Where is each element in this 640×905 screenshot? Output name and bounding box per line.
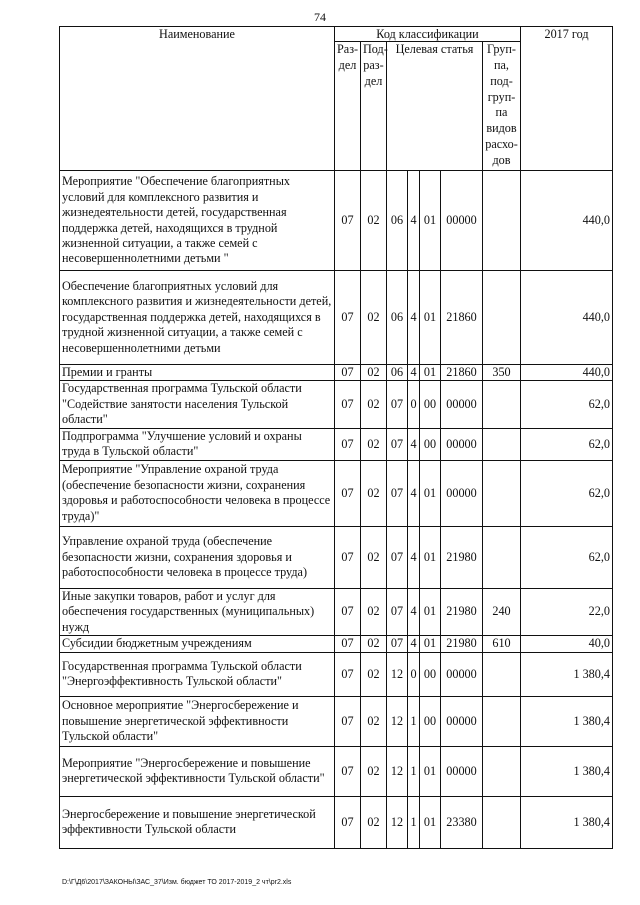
table-row (60, 652, 613, 696)
cell-name: Управление охраной труда (обеспечение безопасности жизни, сохранения здоровья и работоспособности человека в процессе труда) (60, 526, 335, 588)
cell-cs2: 1 (408, 746, 420, 796)
cell-vr (483, 796, 521, 848)
cell-cs4: 21860 (441, 271, 483, 365)
cell-cs3: 01 (420, 171, 441, 271)
cell-cs1: 07 (387, 588, 408, 635)
cell-amount: 1 380,4 (521, 796, 613, 848)
cell-vr (483, 746, 521, 796)
cell-cs2: 4 (408, 271, 420, 365)
table-row (60, 460, 613, 526)
cell-cs2: 1 (408, 796, 420, 848)
cell-cs1: 12 (387, 746, 408, 796)
cell-pr: 02 (361, 636, 387, 652)
file-path-footer: D:\Г\Д6\2017\ЗАКОНЫ\ЗАС_37\Изм. бюджет ТО 2017-2019_2 чт\pr2.xls (62, 879, 292, 886)
cell-vr (483, 428, 521, 460)
cell-cs4: 00000 (441, 381, 483, 428)
cell-vr: 240 (483, 588, 521, 635)
cell-amount: 62,0 (521, 526, 613, 588)
cell-cs4: 21980 (441, 588, 483, 635)
cell-pr: 02 (361, 381, 387, 428)
cell-amount: 440,0 (521, 365, 613, 381)
cell-cs2: 4 (408, 636, 420, 652)
cell-cs3: 01 (420, 271, 441, 365)
table-row (60, 746, 613, 796)
cell-name: Иные закупки товаров, работ и услуг для обеспечения государственных (муниципальных) нужд (60, 588, 335, 635)
table-row (60, 365, 613, 381)
cell-cs1: 12 (387, 696, 408, 746)
cell-cs4: 21980 (441, 636, 483, 652)
cell-vr (483, 271, 521, 365)
column-header-podrazdel: Под- раз- дел (361, 42, 387, 171)
cell-rz: 07 (335, 365, 361, 381)
cell-amount: 62,0 (521, 460, 613, 526)
budget-table (59, 26, 613, 849)
cell-vr: 610 (483, 636, 521, 652)
cell-cs1: 07 (387, 636, 408, 652)
cell-amount: 62,0 (521, 381, 613, 428)
cell-name: Субсидии бюджетным учреждениям (60, 636, 335, 652)
cell-rz: 07 (335, 428, 361, 460)
cell-amount: 22,0 (521, 588, 613, 635)
cell-pr: 02 (361, 271, 387, 365)
cell-cs2: 4 (408, 365, 420, 381)
column-header-expense-group: Груп- па, под- груп- па видов расхо- дов (483, 42, 521, 171)
cell-amount: 40,0 (521, 636, 613, 652)
cell-cs1: 06 (387, 365, 408, 381)
cell-name: Мероприятие "Энергосбережение и повышение энергетической эффективности Тульской области" (60, 746, 335, 796)
cell-cs4: 00000 (441, 460, 483, 526)
cell-cs1: 12 (387, 796, 408, 848)
cell-name: Мероприятие "Управление охраной труда (обеспечение безопасности жизни, сохранения здоровья и работоспособности человека в процессе труда)" (60, 460, 335, 526)
column-header-razdel: Раз- дел (335, 42, 361, 171)
cell-cs1: 07 (387, 526, 408, 588)
cell-amount: 62,0 (521, 428, 613, 460)
table-row (60, 588, 613, 635)
column-header-name: Наименование (60, 27, 335, 171)
table-row (60, 428, 613, 460)
cell-cs3: 01 (420, 365, 441, 381)
cell-pr: 02 (361, 365, 387, 381)
cell-cs4: 21980 (441, 526, 483, 588)
table-row (60, 526, 613, 588)
column-header-target-article: Целевая статья (387, 42, 483, 171)
column-header-classification: Код классификации (335, 27, 521, 42)
cell-name: Подпрограмма "Улучшение условий и охраны труда в Тульской области" (60, 428, 335, 460)
cell-rz: 07 (335, 652, 361, 696)
table-row (60, 271, 613, 365)
cell-pr: 02 (361, 526, 387, 588)
cell-cs3: 00 (420, 696, 441, 746)
cell-amount: 1 380,4 (521, 652, 613, 696)
cell-cs4: 00000 (441, 171, 483, 271)
cell-vr (483, 171, 521, 271)
cell-rz: 07 (335, 460, 361, 526)
cell-vr (483, 652, 521, 696)
cell-cs2: 0 (408, 652, 420, 696)
cell-cs2: 4 (408, 428, 420, 460)
header-row-1 (60, 27, 613, 42)
cell-rz: 07 (335, 746, 361, 796)
cell-name: Государственная программа Тульской области "Энергоэффективность Тульской области" (60, 652, 335, 696)
table-row (60, 171, 613, 271)
cell-cs3: 00 (420, 428, 441, 460)
cell-pr: 02 (361, 696, 387, 746)
cell-rz: 07 (335, 796, 361, 848)
cell-cs2: 0 (408, 381, 420, 428)
cell-amount: 1 380,4 (521, 746, 613, 796)
cell-cs3: 00 (420, 381, 441, 428)
cell-name: Государственная программа Тульской области "Содействие занятости населения Тульской области" (60, 381, 335, 428)
cell-cs4: 00000 (441, 428, 483, 460)
cell-cs3: 01 (420, 746, 441, 796)
cell-cs3: 01 (420, 588, 441, 635)
cell-rz: 07 (335, 526, 361, 588)
cell-name: Премии и гранты (60, 365, 335, 381)
cell-rz: 07 (335, 636, 361, 652)
cell-cs4: 00000 (441, 746, 483, 796)
cell-cs3: 01 (420, 796, 441, 848)
cell-cs3: 01 (420, 636, 441, 652)
cell-rz: 07 (335, 588, 361, 635)
cell-cs3: 01 (420, 460, 441, 526)
cell-cs2: 4 (408, 460, 420, 526)
cell-rz: 07 (335, 271, 361, 365)
cell-name: Мероприятие "Обеспечение благоприятных условий для комплексного развития и жизнедеятельности детей, государственная поддержка детей, находящихся в трудной жизненной ситуации, а также семей с несовершеннолетними детьми " (60, 171, 335, 271)
page-number: 74 (314, 10, 326, 24)
cell-cs3: 01 (420, 526, 441, 588)
cell-rz: 07 (335, 696, 361, 746)
cell-cs2: 4 (408, 526, 420, 588)
cell-cs4: 23380 (441, 796, 483, 848)
cell-pr: 02 (361, 428, 387, 460)
cell-vr (483, 460, 521, 526)
cell-pr: 02 (361, 796, 387, 848)
cell-cs2: 4 (408, 171, 420, 271)
cell-name: Энергосбережение и повышение энергетической эффективности Тульской области (60, 796, 335, 848)
cell-name: Основное мероприятие "Энергосбережение и повышение энергетической эффективности Тульской области" (60, 696, 335, 746)
table-row (60, 381, 613, 428)
cell-pr: 02 (361, 746, 387, 796)
cell-rz: 07 (335, 171, 361, 271)
table-row (60, 636, 613, 652)
cell-cs3: 00 (420, 652, 441, 696)
cell-amount: 1 380,4 (521, 696, 613, 746)
cell-cs1: 06 (387, 271, 408, 365)
cell-name: Обеспечение благоприятных условий для комплексного развития и жизнедеятельности детей, государственная поддержка детей, находящихся в трудной жизненной ситуации, а также семей с несовершеннолетними детьми (60, 271, 335, 365)
cell-cs2: 4 (408, 588, 420, 635)
cell-pr: 02 (361, 652, 387, 696)
cell-vr (483, 381, 521, 428)
cell-cs1: 07 (387, 428, 408, 460)
cell-amount: 440,0 (521, 171, 613, 271)
table-row (60, 796, 613, 848)
cell-cs1: 06 (387, 171, 408, 271)
cell-pr: 02 (361, 588, 387, 635)
cell-cs1: 07 (387, 460, 408, 526)
cell-vr (483, 526, 521, 588)
cell-cs4: 00000 (441, 696, 483, 746)
cell-rz: 07 (335, 381, 361, 428)
cell-cs4: 00000 (441, 652, 483, 696)
cell-pr: 02 (361, 460, 387, 526)
table-row (60, 696, 613, 746)
cell-pr: 02 (361, 171, 387, 271)
cell-vr: 350 (483, 365, 521, 381)
column-header-year: 2017 год (521, 27, 613, 171)
cell-cs1: 07 (387, 381, 408, 428)
cell-cs4: 21860 (441, 365, 483, 381)
cell-vr (483, 696, 521, 746)
cell-amount: 440,0 (521, 271, 613, 365)
cell-cs2: 1 (408, 696, 420, 746)
cell-cs1: 12 (387, 652, 408, 696)
